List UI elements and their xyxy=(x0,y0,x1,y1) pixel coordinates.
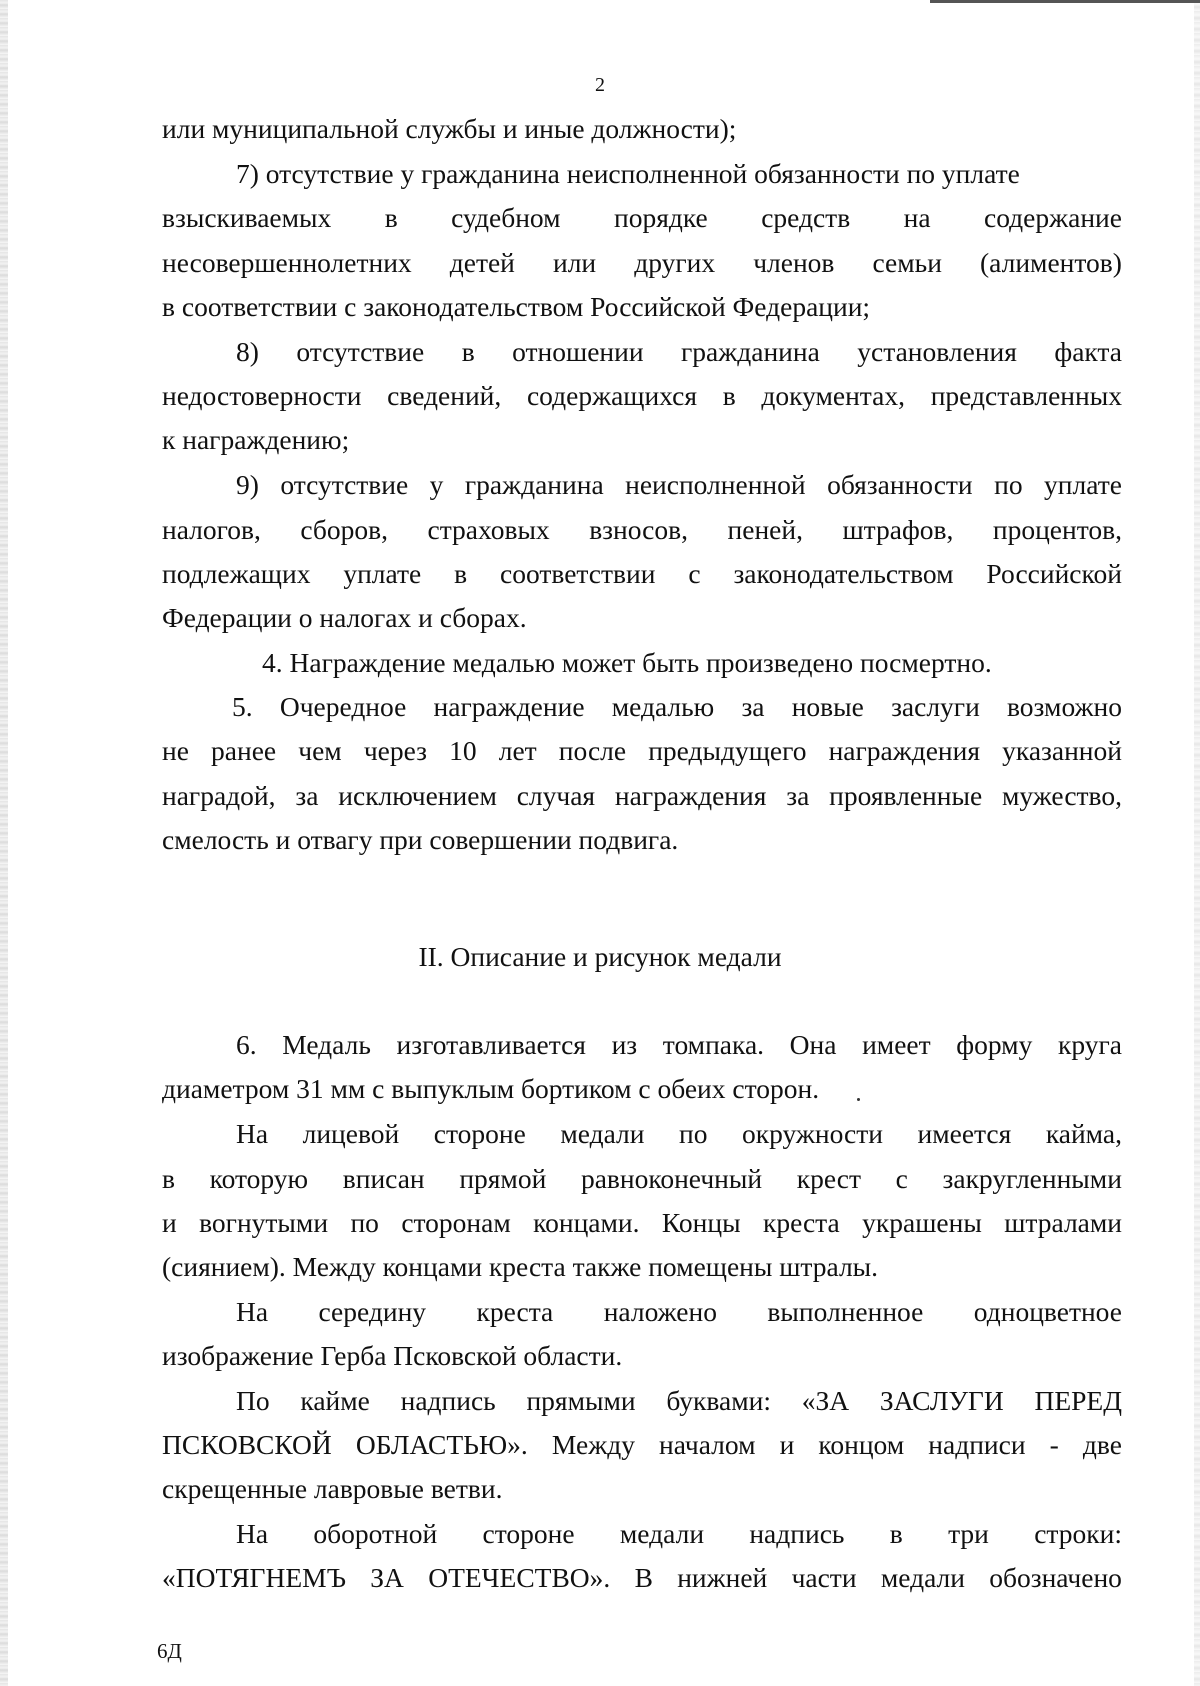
text-line-justified xyxy=(162,201,1122,235)
word: «ЗА xyxy=(801,1385,850,1416)
word: стороне xyxy=(482,1518,575,1549)
word: штралами xyxy=(1004,1207,1122,1238)
text-line: скрещенные лавровые ветви. xyxy=(162,1473,503,1504)
text-line-justified xyxy=(162,1162,1122,1196)
word: По xyxy=(236,1385,270,1416)
word: на xyxy=(903,202,931,233)
text-line-justified xyxy=(162,1206,1122,1240)
word: лицевой xyxy=(302,1118,400,1149)
word: На xyxy=(236,1118,269,1149)
word: ОБЛАСТЬЮ». xyxy=(355,1429,528,1460)
word: ОТЕЧЕСТВО». xyxy=(428,1562,611,1593)
word: (алиментов) xyxy=(980,247,1122,278)
word: в xyxy=(722,380,736,411)
scan-speck xyxy=(857,1098,860,1101)
word: несовершеннолетних xyxy=(162,247,412,278)
text-line-justified xyxy=(232,690,1122,724)
text-line: Федерации о налогах и сборах. xyxy=(162,602,527,633)
word: отношении xyxy=(512,336,644,367)
word: кайме xyxy=(300,1385,370,1416)
text-line-justified xyxy=(236,468,1122,502)
word: Медаль xyxy=(282,1029,371,1060)
word: после xyxy=(558,735,627,766)
page-number: 2 xyxy=(595,74,605,96)
word: налогов, xyxy=(162,514,261,545)
word: Между xyxy=(551,1429,635,1460)
word: страховых xyxy=(427,514,550,545)
word: с xyxy=(688,558,701,589)
word: не xyxy=(162,735,189,766)
word: факта xyxy=(1054,336,1122,367)
text-line: 7) отсутствие у гражданина неисполненной обязанности по уплате xyxy=(236,158,1020,189)
word: в xyxy=(454,558,468,589)
word: чем xyxy=(298,735,342,766)
word: пеней, xyxy=(727,514,803,545)
text-line-justified xyxy=(162,557,1122,591)
word: наградой, xyxy=(162,780,276,811)
word: оборотной xyxy=(313,1518,438,1549)
word: содержащихся xyxy=(526,380,697,411)
text-line-justified xyxy=(162,1428,1122,1462)
word: из xyxy=(611,1029,638,1060)
text-line-justified xyxy=(236,1384,1122,1418)
word: томпака. xyxy=(662,1029,765,1060)
word: уплате xyxy=(343,558,422,589)
text-line: диаметром 31 мм с выпуклым бортиком с обеих сторон. xyxy=(162,1073,820,1104)
word: в xyxy=(889,1518,903,1549)
text-line-justified xyxy=(162,246,1122,280)
text-line-justified xyxy=(162,379,1122,413)
word: кайма, xyxy=(1045,1118,1122,1149)
word: надпись xyxy=(400,1385,496,1416)
word: проявленные xyxy=(829,780,983,811)
word: заслуги xyxy=(891,691,980,722)
word: закругленными xyxy=(942,1163,1122,1194)
word: обязанности xyxy=(827,469,973,500)
word: уплате xyxy=(1044,469,1122,500)
text-line-justified xyxy=(236,1028,1122,1062)
word: медали xyxy=(560,1118,645,1149)
word: в xyxy=(162,1163,175,1194)
word: 6. xyxy=(236,1029,257,1060)
word: креста xyxy=(476,1296,554,1327)
word: возможно xyxy=(1007,691,1122,722)
word: Она xyxy=(789,1029,837,1060)
word: мужество, xyxy=(1002,780,1122,811)
word: по xyxy=(994,469,1023,500)
word: отсутствие xyxy=(296,336,425,367)
text-line-justified xyxy=(236,1117,1122,1151)
text-line-justified xyxy=(162,779,1122,813)
word: сведений, xyxy=(387,380,502,411)
word: изготавливается xyxy=(396,1029,586,1060)
word: равноконечный xyxy=(580,1163,763,1194)
word: надписи xyxy=(928,1429,1026,1460)
word: гражданина xyxy=(681,336,820,367)
word: соответствии xyxy=(500,558,656,589)
text-line: в соответствии с законодательством Российской Федерации; xyxy=(162,291,871,322)
word: Российской xyxy=(986,558,1122,589)
word: имеется xyxy=(917,1118,1012,1149)
word: На xyxy=(236,1296,269,1327)
word: семьи xyxy=(872,247,942,278)
word: 8) xyxy=(236,336,259,367)
text-line: изображение Герба Псковской области. xyxy=(162,1340,623,1371)
word: наложено xyxy=(603,1296,717,1327)
section-heading: II. Описание и рисунок медали xyxy=(418,941,782,972)
word: надпись xyxy=(749,1518,845,1549)
word: других xyxy=(634,247,716,278)
word: детей xyxy=(449,247,515,278)
word: содержание xyxy=(984,202,1122,233)
word: членов xyxy=(753,247,835,278)
word: буквами: xyxy=(666,1385,771,1416)
word: через xyxy=(363,735,428,766)
footer-code: 6Д xyxy=(157,1639,182,1663)
word: имеет xyxy=(862,1029,931,1060)
word: награждение xyxy=(433,691,585,722)
word: «ПОТЯГНЕМЪ xyxy=(162,1562,346,1593)
word: за xyxy=(295,780,319,811)
word: процентов, xyxy=(992,514,1122,545)
text-line-justified xyxy=(162,513,1122,547)
word: медали xyxy=(880,1562,965,1593)
word: концом xyxy=(818,1429,905,1460)
word: исключением xyxy=(338,780,497,811)
word: в xyxy=(461,336,475,367)
word: стороне xyxy=(433,1118,526,1149)
word: новые xyxy=(791,691,864,722)
word: ЗАСЛУГИ xyxy=(879,1385,1004,1416)
word: нижней xyxy=(677,1562,768,1593)
word: Концы xyxy=(661,1207,741,1238)
word: строки: xyxy=(1034,1518,1122,1549)
word: две xyxy=(1082,1429,1122,1460)
word: сторонам xyxy=(401,1207,511,1238)
word: за xyxy=(786,780,810,811)
word: документах, xyxy=(761,380,905,411)
word: обозначено xyxy=(989,1562,1122,1593)
word: вогнутыми xyxy=(199,1207,329,1238)
word: 9) xyxy=(236,469,259,500)
word: 10 xyxy=(449,735,477,766)
word: представленных xyxy=(930,380,1122,411)
word: по xyxy=(679,1118,708,1149)
text-line-justified xyxy=(162,1561,1122,1595)
word: Очередное xyxy=(279,691,407,722)
word: судебном xyxy=(451,202,561,233)
word: одноцветное xyxy=(973,1296,1122,1327)
word: прямой xyxy=(459,1163,547,1194)
word: лет xyxy=(498,735,537,766)
word: награждения xyxy=(828,735,981,766)
word: недостоверности xyxy=(162,380,362,411)
word: установления xyxy=(857,336,1017,367)
word: В xyxy=(634,1562,653,1593)
text-line-justified xyxy=(236,1517,1122,1551)
word: выполненное xyxy=(767,1296,924,1327)
word: подлежащих xyxy=(162,558,311,589)
word: прямыми xyxy=(526,1385,636,1416)
word: концами. xyxy=(533,1207,640,1238)
word: случая xyxy=(516,780,596,811)
word: порядке xyxy=(614,202,708,233)
word: средств xyxy=(761,202,851,233)
word: форму xyxy=(956,1029,1033,1060)
text-line-justified xyxy=(236,1295,1122,1329)
word: отсутствие xyxy=(280,469,409,500)
word: с xyxy=(895,1163,908,1194)
text-line-justified xyxy=(236,335,1122,369)
text-line: к награждению; xyxy=(162,424,350,455)
word: На xyxy=(236,1518,269,1549)
text-line: (сиянием). Между концами креста также помещены штралы. xyxy=(162,1251,879,1282)
word: которую xyxy=(209,1163,309,1194)
word: предыдущего xyxy=(648,735,807,766)
word: в xyxy=(384,202,398,233)
word: три xyxy=(948,1518,989,1549)
word: вписан xyxy=(342,1163,425,1194)
word: награждения xyxy=(614,780,767,811)
word: и xyxy=(162,1207,177,1238)
word: середину xyxy=(318,1296,427,1327)
word: взносов, xyxy=(589,514,689,545)
word: ПЕРЕД xyxy=(1034,1385,1122,1416)
word: штрафов, xyxy=(842,514,954,545)
text-line: смелость и отвагу при совершении подвига. xyxy=(162,824,679,855)
word: ранее xyxy=(211,735,277,766)
word: медали xyxy=(619,1518,705,1549)
word: круга xyxy=(1057,1029,1122,1060)
word: части xyxy=(791,1562,857,1593)
word: или xyxy=(552,247,597,278)
word: законодательством xyxy=(733,558,954,589)
word: сборов, xyxy=(300,514,388,545)
word: неисполненной xyxy=(625,469,806,500)
word: и xyxy=(779,1429,795,1460)
word: взыскиваемых xyxy=(162,202,332,233)
word: окружности xyxy=(742,1118,883,1149)
word: - xyxy=(1049,1429,1059,1460)
word: медалью xyxy=(611,691,715,722)
word: украшены xyxy=(862,1207,982,1238)
word: креста xyxy=(762,1207,840,1238)
word: крест xyxy=(796,1163,861,1194)
text-line: 4. Награждение медалью может быть произведено посмертно. xyxy=(262,647,992,678)
word: 5. xyxy=(232,691,253,722)
word: гражданина xyxy=(464,469,604,500)
word: указанной xyxy=(1002,735,1122,766)
word: по xyxy=(350,1207,379,1238)
text-line: или муниципальной службы и иные должности); xyxy=(162,113,737,144)
word: началом xyxy=(659,1429,756,1460)
word: ПСКОВСКОЙ xyxy=(162,1429,332,1460)
word: у xyxy=(429,469,444,500)
word: за xyxy=(741,691,765,722)
text-line-justified xyxy=(162,734,1122,768)
word: ЗА xyxy=(370,1562,404,1593)
